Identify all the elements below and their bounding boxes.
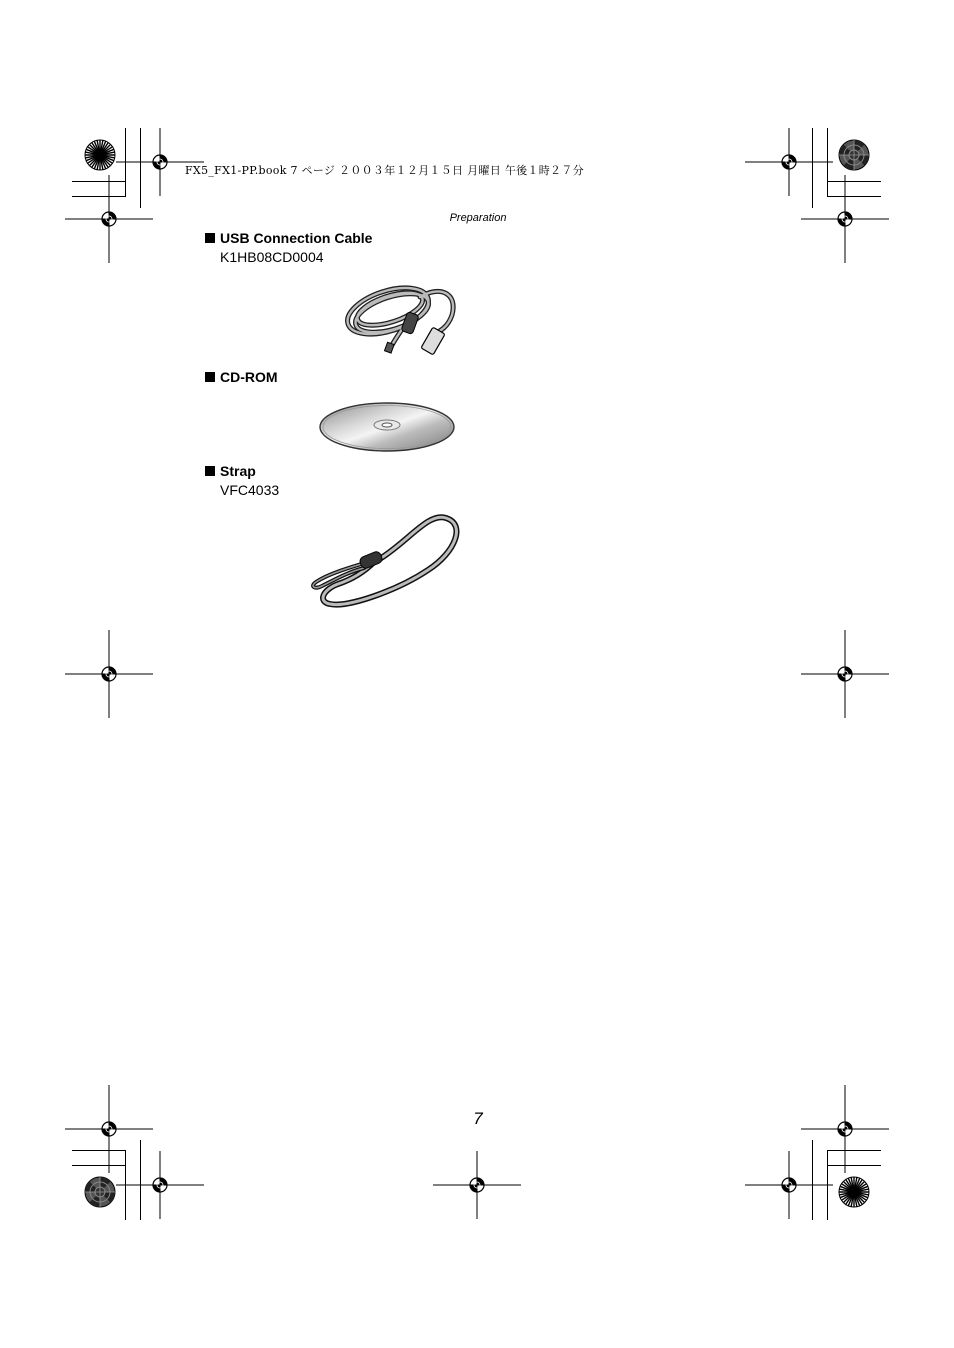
strap-illustration xyxy=(308,512,468,612)
item-code-strap: VFC4033 xyxy=(220,482,280,498)
item-title-strap: Strap xyxy=(205,463,256,479)
cd-rom-illustration xyxy=(318,400,456,454)
usb-cable-illustration xyxy=(340,275,470,360)
print-metadata: FX5_FX1-PP.book 7 ページ ２００３年１２月１５日 月曜日 午後１時２７分 xyxy=(185,164,584,177)
page-number: 7 xyxy=(473,1109,483,1128)
square-bullet-icon xyxy=(205,233,215,243)
square-bullet-icon xyxy=(205,466,215,476)
section-label: Preparation xyxy=(449,212,507,224)
item-title-cd-rom: CD-ROM xyxy=(205,369,278,385)
item-code-usb-cable: K1HB08CD0004 xyxy=(220,249,324,265)
item-title-usb-cable: USB Connection Cable xyxy=(205,230,372,246)
square-bullet-icon xyxy=(205,372,215,382)
